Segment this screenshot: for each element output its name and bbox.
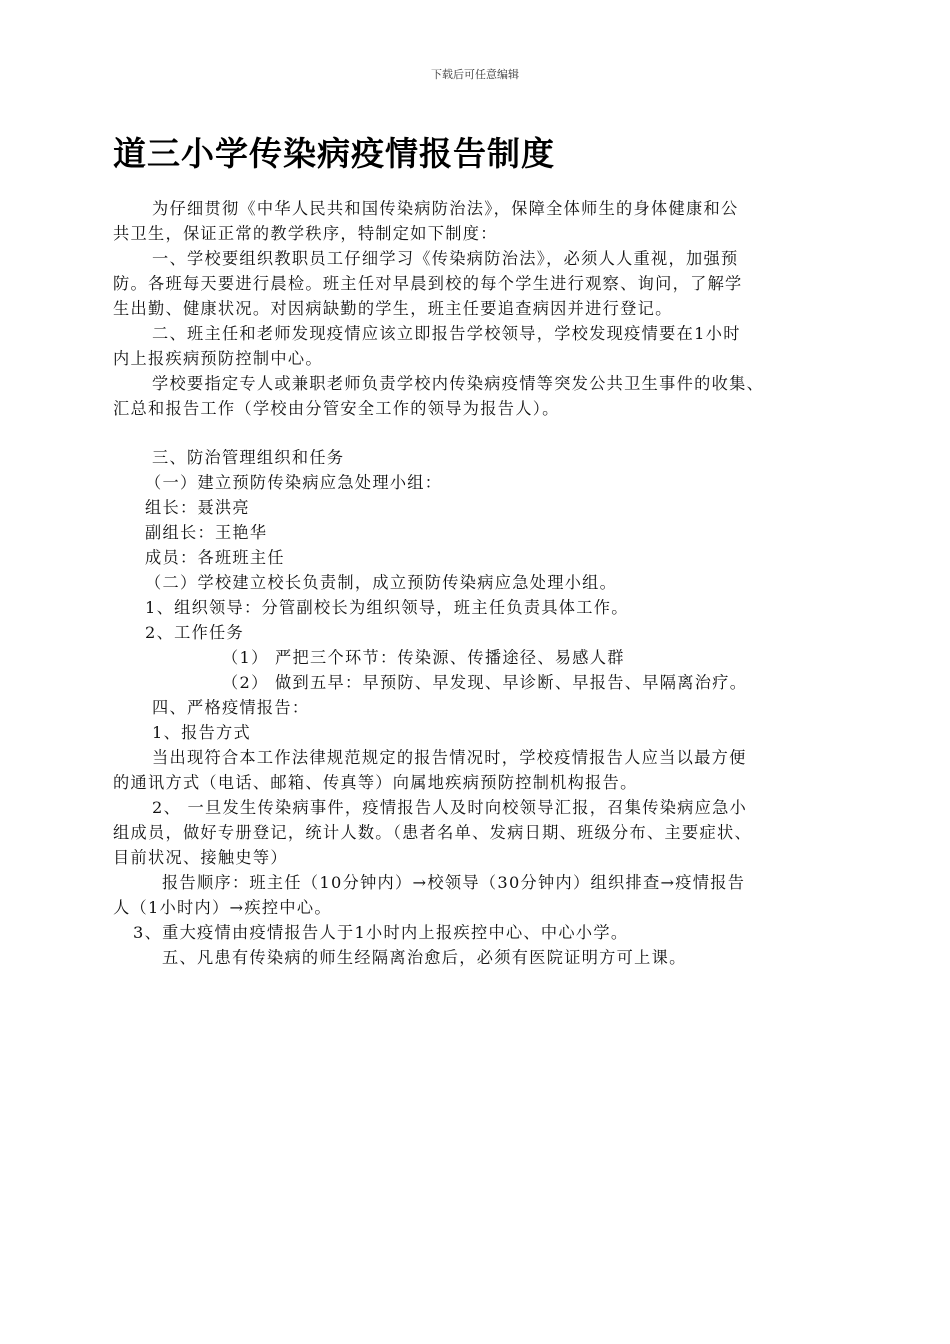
paragraph-line: 的通讯方式（电话、邮箱、传真等）向属地疾病预防控制机构报告。 bbox=[113, 773, 638, 792]
section-heading: 五、凡患有传染病的师生经隔离治愈后，必须有医院证明方可上课。 bbox=[162, 948, 687, 967]
paragraph-line: 2、工作任务 bbox=[145, 623, 245, 642]
paragraph-line: （二）学校建立校长负责制，成立预防传染病应急处理小组。 bbox=[145, 573, 618, 592]
paragraph-line: 组长：聂洪亮 bbox=[145, 498, 250, 517]
section-heading: 三、防治管理组织和任务 bbox=[152, 448, 345, 467]
section-heading: 四、严格疫情报告： bbox=[152, 698, 310, 717]
paragraph-line: 学校要指定专人或兼职老师负责学校内传染病疫情等突发公共卫生事件的收集、 bbox=[152, 374, 765, 393]
paragraph-line: （1） 严把三个环节：传染源、传播途径、易感人群 bbox=[222, 648, 625, 667]
paragraph-line: 共卫生，保证正常的教学秩序，特制定如下制度： bbox=[113, 224, 498, 243]
paragraph-line: 二、班主任和老师发现疫情应该立即报告学校领导，学校发现疫情要在1小时 bbox=[152, 324, 741, 343]
paragraph-line: （2） 做到五早：早预防、早发现、早诊断、早报告、早隔离治疗。 bbox=[222, 673, 748, 692]
document-title: 道三小学传染病疫情报告制度 bbox=[113, 134, 555, 173]
paragraph-line: 副组长：王艳华 bbox=[145, 523, 268, 542]
paragraph-line: 汇总和报告工作（学校由分管安全工作的领导为报告人）。 bbox=[113, 399, 560, 418]
paragraph-line: 3、重大疫情由疫情报告人于1小时内上报疾控中心、中心小学。 bbox=[133, 923, 629, 942]
paragraph-line: 报告顺序：班主任（10分钟内）→校领导（30分钟内）组织排查→疫情报告 bbox=[162, 873, 746, 892]
paragraph-line: 生出勤、健康状况。对因病缺勤的学生，班主任要追查病因并进行登记。 bbox=[113, 299, 673, 318]
paragraph-line: 防。各班每天要进行晨检。班主任对早晨到校的每个学生进行观察、询问，了解学 bbox=[113, 274, 743, 293]
paragraph-line: 1、组织领导：分管副校长为组织领导，班主任负责具体工作。 bbox=[145, 598, 629, 617]
paragraph-line: 目前状况、接触史等） bbox=[113, 848, 288, 867]
paragraph-line: （一）建立预防传染病应急处理小组： bbox=[145, 473, 443, 492]
paragraph-line: 一、学校要组织教职员工仔细学习《传染病防治法》，必须人人重视，加强预 bbox=[152, 249, 739, 268]
paragraph-line: 成员：各班班主任 bbox=[145, 548, 285, 567]
paragraph-line: 人（1小时内）→疾控中心。 bbox=[113, 898, 332, 917]
paragraph-line: 组成员，做好专册登记，统计人数。（患者名单、发病日期、班级分布、主要症状、 bbox=[113, 823, 752, 842]
paragraph-line: 2、 一旦发生传染病事件，疫情报告人及时向校领导汇报，召集传染病应急小 bbox=[152, 798, 748, 817]
paragraph-line: 1、报告方式 bbox=[152, 723, 252, 742]
paragraph-line: 当出现符合本工作法律规范规定的报告情况时，学校疫情报告人应当以最方便 bbox=[152, 748, 747, 767]
header-note: 下载后可任意编辑 bbox=[431, 68, 519, 81]
paragraph-line: 内上报疾病预防控制中心。 bbox=[113, 349, 323, 368]
paragraph-line: 为仔细贯彻《中华人民共和国传染病防治法》，保障全体师生的身体健康和公 bbox=[152, 199, 739, 218]
